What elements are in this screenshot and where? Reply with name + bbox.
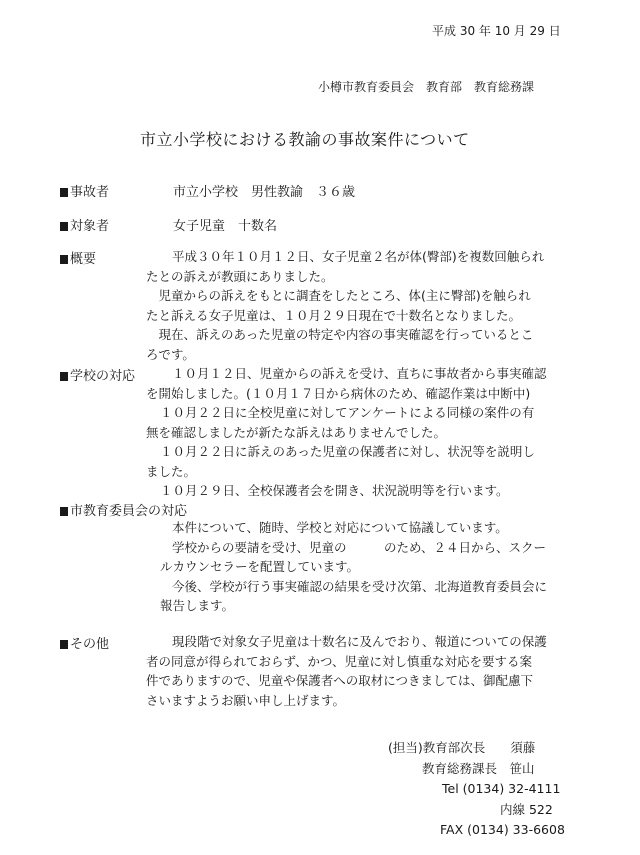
section-overview-heading xyxy=(60,248,96,267)
section-other-label: その他 xyxy=(70,637,110,652)
text-line: １０月２９日、全校保護者会を開き、状況説明等を行います。 xyxy=(160,483,509,498)
text-line: たとの訴えが教頭にありました。 xyxy=(146,268,334,284)
bullet-square-icon xyxy=(60,188,68,197)
bullet-square-icon xyxy=(60,372,68,381)
text-line: 報告します。 xyxy=(160,598,235,613)
text-line: ました。 xyxy=(146,463,197,479)
text-line: ルカウンセラーを配置しています。 xyxy=(160,559,360,574)
bullet-square-icon xyxy=(60,507,68,516)
text-line: 学校からの要請を受け、児童の のため、２４日から、スクー xyxy=(172,539,547,555)
bullet-square-icon xyxy=(60,640,68,649)
section-other-heading xyxy=(60,633,109,652)
section-board-response-body xyxy=(160,518,547,616)
contact-fax: FAX (0134) 33-6608 xyxy=(440,822,565,837)
contact-extension: 内線 522 xyxy=(500,801,553,817)
section-other-body xyxy=(146,632,547,710)
section-perpetrator-label: 事故者 xyxy=(70,185,110,200)
contact-tel: Tel (0134) 32-4111 xyxy=(442,781,561,796)
section-perpetrator-value: 市立小学校 男性教諭 ３６歳 xyxy=(173,185,356,200)
text-line: １０月２２日に全校児童に対してアンケートによる同様の案件の有 xyxy=(160,405,535,420)
text-line: 無を確認しましたが新たな訴えはありませんでした。 xyxy=(146,424,447,440)
text-line: ろです。 xyxy=(146,346,195,362)
text-line: 現段階で対象女子児童は十数名に及んでおり、報道についての保護 xyxy=(172,634,547,649)
section-board-response-label: 市教育委員会の対応 xyxy=(70,504,188,519)
contact-manager-line: 教育総務課長 笹山 xyxy=(422,760,535,776)
text-line: を開始しました。(１０月１７日から病休のため、確認作業は中断中) xyxy=(146,385,531,401)
text-line: たと訴える女子児童は、１０月２９日現在で十数名となりました。 xyxy=(146,307,522,323)
section-school-response-label: 学校の対応 xyxy=(70,369,136,384)
section-victims-value: 女子児童 十数名 xyxy=(173,219,278,234)
section-school-response-heading xyxy=(60,365,135,384)
text-line: 平成３０年１０月１２日、女子児童２名が体(臀部)を複数回触られ xyxy=(172,249,545,264)
issuing-department: 小樽市教育委員会 教育部 教育総務課 xyxy=(318,80,535,94)
section-board-response-heading xyxy=(60,500,187,519)
text-line: さいますようお願い申し上げます。 xyxy=(146,692,346,708)
text-line: 件でありますので、児童や保護者への取材につきましては、御配慮下 xyxy=(146,673,534,688)
section-overview-label: 概要 xyxy=(70,252,97,267)
text-line: 児童からの訴えをもとに調査をしたところ、体(主に臀部)を触られ xyxy=(146,288,531,303)
contact-person-line: (担当)教育部次長 須藤 xyxy=(388,740,536,755)
contact-block xyxy=(388,738,565,841)
section-school-response-body xyxy=(146,364,547,501)
section-overview-body xyxy=(146,247,544,364)
text-line: 本件について、随時、学校と対応について協議しています。 xyxy=(172,520,508,535)
section-victims-heading xyxy=(60,215,109,234)
text-line: 者の同意が得られておらず、かつ、児童に対し慎重な対応を要する案 xyxy=(146,653,533,669)
bullet-square-icon xyxy=(60,255,68,264)
section-victims-label: 対象者 xyxy=(70,219,110,234)
document-date: 平成 30 年 10 月 29 日 xyxy=(432,24,561,38)
text-line: １０月２２日に訴えのあった児童の保護者に対し、状況等を説明し xyxy=(160,444,535,459)
bullet-square-icon xyxy=(60,222,68,231)
text-line: 現在、訴えのあった児童の特定や内容の事実確認を行っているとこ xyxy=(146,327,534,342)
text-line: 今後、学校が行う事実確認の結果を受け次第、北海道教育委員会に xyxy=(172,578,548,594)
section-perpetrator-heading xyxy=(60,181,109,200)
text-line: １０月１２日、児童からの訴えを受け、直ちに事故者から事実確認 xyxy=(172,366,547,381)
document-title: 市立小学校における教諭の事故案件について xyxy=(140,130,470,149)
